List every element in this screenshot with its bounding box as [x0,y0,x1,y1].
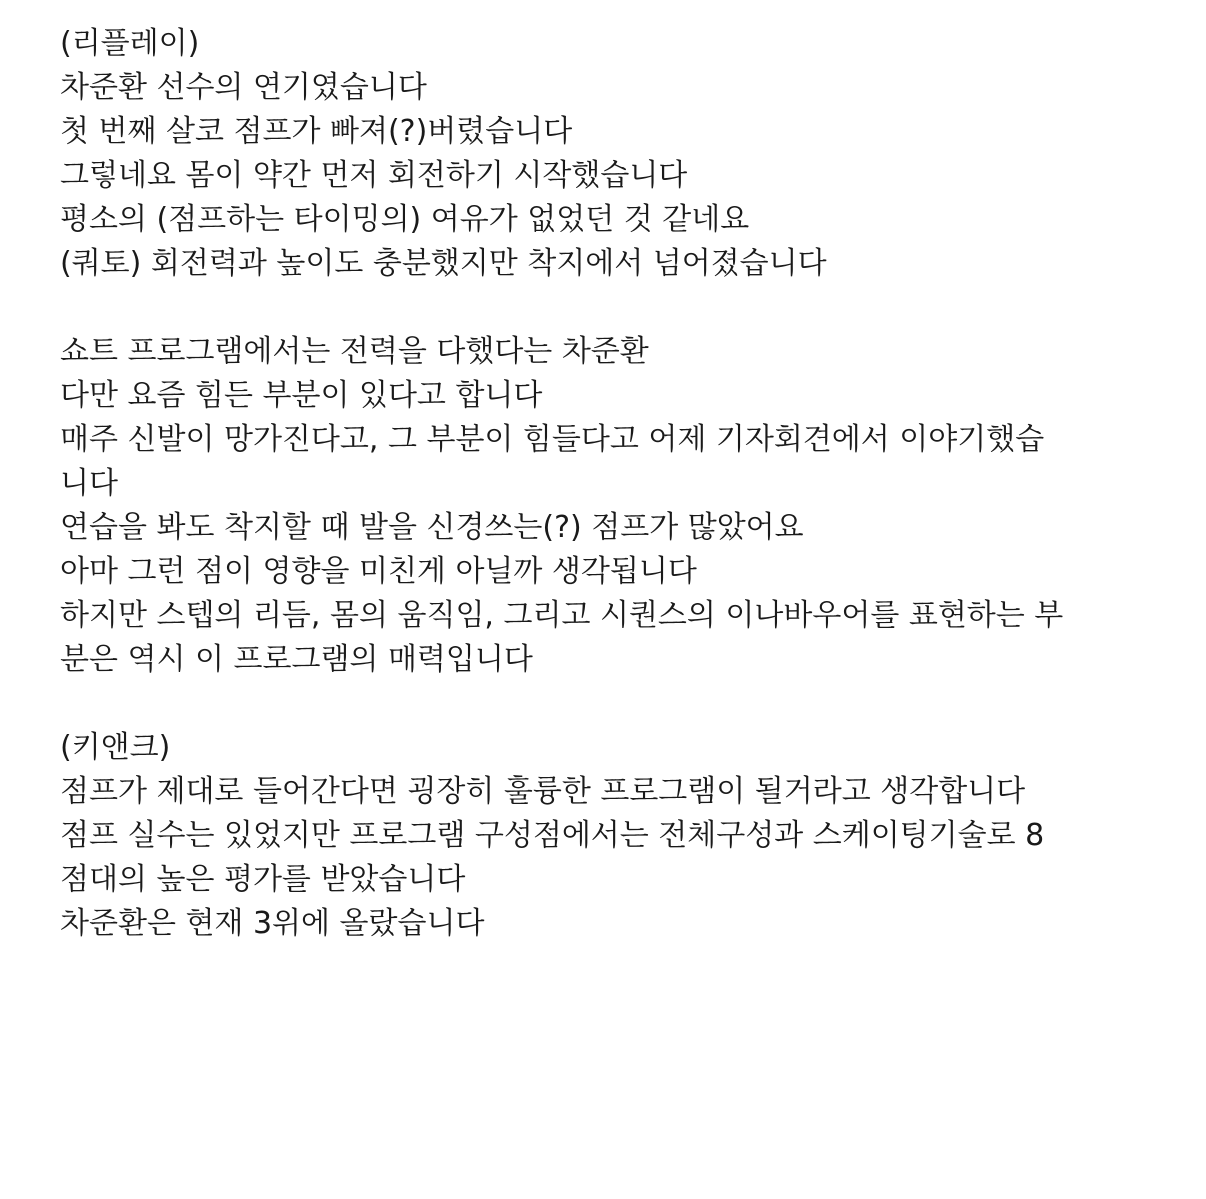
paragraph-spacer [60,286,1166,330]
text-line: 점프가 제대로 들어간다면 굉장히 훌륭한 프로그램이 될거라고 생각합니다 [60,774,1026,809]
text-line: 쇼트 프로그램에서는 전력을 다했다는 차준환 [60,334,649,369]
text-line: (키앤크) [60,730,171,765]
text-line: 하지만 스텝의 리듬, 몸의 움직임, 그리고 시퀀스의 이나바우어를 표현하는 부 [60,598,1064,633]
paragraph-short-program [60,330,1166,682]
text-line: (쿼토) 회전력과 높이도 충분했지만 착지에서 넘어졌습니다 [60,246,827,281]
text-line: 아마 그런 점이 영향을 미친게 아닐까 생각됩니다 [60,554,697,589]
document-body [60,22,1166,946]
text-line: 니다 [60,466,118,501]
text-line: 첫 번째 살코 점프가 빠져(?)버렸습니다 [60,114,573,149]
text-line: 그렇네요 몸이 약간 먼저 회전하기 시작했습니다 [60,158,688,193]
text-line: 매주 신발이 망가진다고, 그 부분이 힘들다고 어제 기자회견에서 이야기했습 [60,422,1045,457]
text-line: 다만 요즘 힘든 부분이 있다고 합니다 [60,378,543,413]
text-line: 연습을 봐도 착지할 때 발을 신경쓰는(?) 점프가 많았어요 [60,510,804,545]
text-line: (리플레이) [60,26,200,61]
text-line: 점프 실수는 있었지만 프로그램 구성점에서는 전체구성과 스케이팅기술로 8 [60,818,1045,853]
text-line: 점대의 높은 평가를 받았습니다 [60,862,466,897]
text-line: 평소의 (점프하는 타이밍의) 여유가 없었던 것 같네요 [60,202,750,237]
text-line: 차준환 선수의 연기였습니다 [60,70,427,105]
paragraph-spacer [60,682,1166,726]
paragraph-replay [60,22,1166,286]
text-line: 분은 역시 이 프로그램의 매력입니다 [60,642,533,677]
paragraph-kiss-and-cry [60,726,1166,946]
text-line: 차준환은 현재 3위에 올랐습니다 [60,906,485,941]
